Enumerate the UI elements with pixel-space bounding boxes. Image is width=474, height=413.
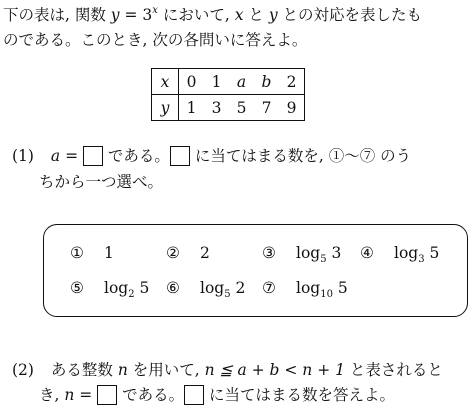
q2-inequality: n ≦ a + b < n + 1 (204, 361, 345, 379)
q1-line-1 (12, 146, 411, 166)
option-number: ② (166, 244, 180, 262)
intro-var-y: y (268, 6, 278, 24)
table-cell: 1 (204, 69, 229, 95)
intro-text-c: と (243, 6, 269, 24)
option-log-arg: 5 (134, 279, 150, 297)
q2-number: (2) (12, 361, 34, 379)
intro-line-1 (3, 5, 422, 28)
q1-text-2: に当てはまる数を, ①～⑦ のう (189, 147, 412, 165)
option-number: ⑤ (70, 279, 84, 297)
q1-text-1: である。 (103, 147, 170, 165)
table-cell: 1 (179, 95, 205, 121)
option-log-arg: 5 (424, 244, 440, 262)
option-log: log (104, 279, 129, 297)
table-cell: 7 (254, 95, 279, 121)
option-4 (360, 243, 439, 266)
option-value: 2 (200, 244, 210, 262)
option-number: ⑥ (166, 279, 180, 297)
table-row-y (152, 95, 305, 121)
table-cell: 3 (204, 95, 229, 121)
table-cell: 0 (179, 69, 205, 95)
q2-l2-text-2: に当てはまる数を答えよ。 (204, 386, 396, 404)
option-log-base: 10 (320, 289, 333, 300)
option-7 (262, 278, 348, 301)
table-cell-a: a (229, 69, 254, 95)
option-3 (262, 243, 341, 266)
intro-text-b: において, (157, 6, 235, 24)
option-number: ⑦ (262, 279, 276, 297)
option-number: ① (70, 244, 84, 262)
option-value: 1 (104, 244, 114, 262)
option-log-base: 2 (128, 289, 135, 300)
option-6 (166, 278, 245, 301)
option-log: log (394, 244, 419, 262)
q2-l2-var-n: n (64, 386, 75, 404)
option-log-arg: 3 (326, 244, 342, 262)
answer-blank (184, 385, 204, 405)
q1-var-a: a (50, 147, 61, 165)
intro-text-d: との対応を表したも (277, 6, 423, 24)
q1-eq: = (60, 147, 83, 165)
q2-line-1 (12, 360, 443, 380)
options-box (43, 224, 468, 317)
table-row-x (152, 69, 305, 95)
q2-text-1: ある整数 (50, 361, 118, 379)
q2-l2-text-a: き, (39, 386, 65, 404)
option-1 (70, 243, 114, 263)
q2-line-2 (39, 385, 395, 405)
table-cell: 9 (279, 95, 305, 121)
q2-text-3: と表されると (344, 361, 443, 379)
table-head-x: x (152, 69, 179, 95)
option-2 (166, 243, 210, 263)
q1-number: (1) (12, 147, 34, 165)
correspondence-table (151, 68, 305, 121)
option-5 (70, 278, 149, 301)
option-log-base: 5 (320, 254, 327, 265)
answer-blank (170, 146, 190, 166)
option-log-base: 3 (418, 254, 425, 265)
func-eq: = 3 (119, 6, 153, 24)
intro-text-a: 下の表は, 関数 (3, 6, 111, 24)
table-cell: 5 (229, 95, 254, 121)
q2-text-2: を用いて, (127, 361, 205, 379)
option-log-base: 5 (224, 289, 231, 300)
q1-line-2: ちから一つ選べ。 (39, 173, 164, 191)
q2-l2-eq: = (74, 386, 98, 404)
func-exponent: x (152, 5, 158, 16)
answer-blank (97, 385, 117, 405)
table-cell-b: b (254, 69, 279, 95)
q2-l2-text-1: である。 (117, 386, 185, 404)
intro-line-2: のである。このとき, 次の各問いに答えよ。 (3, 31, 308, 49)
table-head-y: y (152, 95, 179, 121)
option-log: log (296, 244, 321, 262)
option-log-arg: 5 (332, 279, 348, 297)
q2-var-n: n (117, 361, 128, 379)
func-lhs: y (110, 6, 120, 24)
option-log: log (296, 279, 321, 297)
option-number: ④ (360, 244, 374, 262)
option-number: ③ (262, 244, 276, 262)
table-cell: 2 (279, 69, 305, 95)
option-log: log (200, 279, 225, 297)
intro-var-x: x (234, 6, 244, 24)
answer-blank (83, 146, 103, 166)
option-log-arg: 2 (230, 279, 246, 297)
